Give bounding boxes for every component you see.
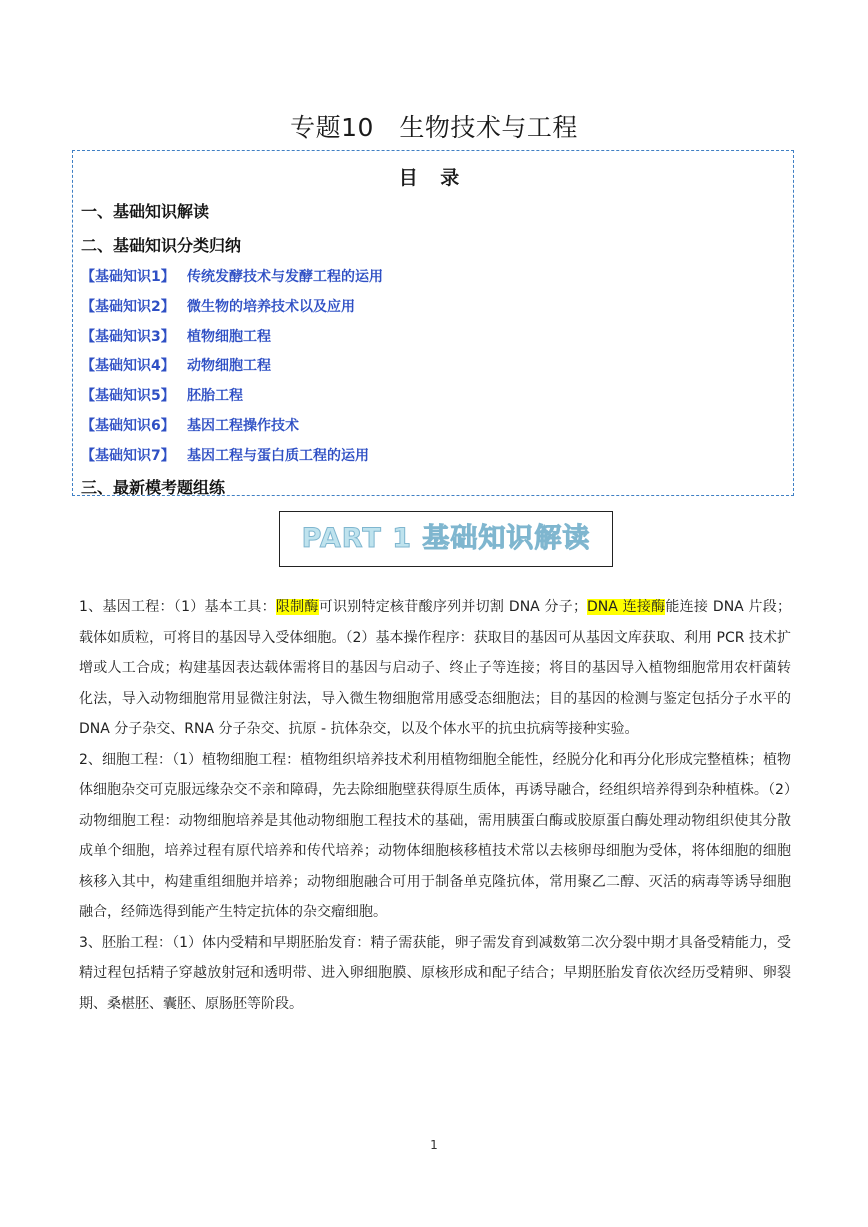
highlight-restriction-enzyme: 限制酶 bbox=[275, 599, 319, 615]
part-banner: PART 1 基础知识解读 bbox=[279, 511, 613, 567]
toc-section-2[interactable]: 二、基础知识分类归纳 bbox=[81, 236, 242, 255]
toc-item-2[interactable] bbox=[81, 296, 355, 316]
toc-item-tag: 【基础知识3】 bbox=[81, 329, 175, 345]
toc-item-text: 动物细胞工程 bbox=[187, 358, 271, 374]
table-of-contents bbox=[72, 150, 794, 496]
paragraph-embryo-engineering: 3、胚胎工程：（1）体内受精和早期胚胎发育：精子需获能，卵子需发育到减数第二次分裂中期才具备受精能力，受精过程包括精子穿越放射冠和透明带、进入卵细胞膜、原核形成和配子结合；早期胚胎发育依次经历受精卵、卵裂期、桑椹胚、囊胚、原肠胚等阶段。 bbox=[79, 934, 791, 1012]
toc-item-tag: 【基础知识7】 bbox=[81, 448, 175, 464]
toc-item-5[interactable] bbox=[81, 385, 243, 405]
page-number: 1 bbox=[430, 1138, 438, 1152]
toc-item-text: 微生物的培养技术以及应用 bbox=[187, 299, 355, 315]
toc-item-text: 基因工程操作技术 bbox=[187, 418, 299, 434]
toc-section-3[interactable]: 三、最新模考题组练 bbox=[81, 478, 226, 497]
text-run: 可识别特定核苷酸序列并切割 DNA 分子； bbox=[318, 599, 588, 615]
toc-item-tag: 【基础知识2】 bbox=[81, 299, 175, 315]
toc-item-text: 胚胎工程 bbox=[187, 388, 243, 404]
toc-item-text: 基因工程与蛋白质工程的运用 bbox=[187, 448, 369, 464]
text-run: 能连接 DNA 片段；载体如质粒，可将目的基因导入受体细胞。（2）基本操作程序：获取目的基因可从基因文库获取、利用 PCR 技术扩增或人工合成；构建基因表达载体需将目的基因与启动子、终止子等连接；将目的基因导入植物细胞常用农杆菌转化法，导入动物细胞常用显微注射法，导入微生物细胞常用感受态细胞法；目的基因的检测与鉴定包括分子水平的 DNA 分子杂交、RNA 分子杂交、抗原 - 抗体杂交，以及个体水平的抗虫抗病等接种实验。 bbox=[79, 599, 792, 737]
toc-item-text: 植物细胞工程 bbox=[187, 329, 271, 345]
toc-item-3[interactable] bbox=[81, 326, 271, 346]
toc-item-text: 传统发酵技术与发酵工程的运用 bbox=[187, 269, 383, 285]
toc-heading: 目 录 bbox=[398, 167, 468, 189]
highlight-dna-ligase: DNA 连接酶 bbox=[587, 599, 666, 615]
text-run: 1、基因工程：（1）基本工具： bbox=[79, 599, 276, 615]
toc-item-tag: 【基础知识4】 bbox=[81, 358, 175, 374]
toc-item-7[interactable] bbox=[81, 445, 369, 465]
paragraph-cell-engineering: 2、细胞工程：（1）植物细胞工程：植物组织培养技术利用植物细胞全能性，经脱分化和再分化形成完整植株；植物体细胞杂交可克服远缘杂交不亲和障碍，先去除细胞壁获得原生质体，再诱导融合，经组织培养得到杂种植株。（2）动物细胞工程：动物细胞培养是其他动物细胞工程技术的基础，需用胰蛋白酶或胶原蛋白酶处理动物组织使其分散成单个细胞，培养过程有原代培养和传代培养；动物体细胞核移植技术常以去核卵母细胞为受体，将体细胞的细胞核移入其中，构建重组细胞并培养；动物细胞融合可用于制备单克隆抗体，常用聚乙二醇、灭活的病毒等诱导细胞融合，经筛选得到能产生特定抗体的杂交瘤细胞。 bbox=[79, 751, 791, 920]
toc-item-tag: 【基础知识6】 bbox=[81, 418, 175, 434]
toc-section-1[interactable]: 一、基础知识解读 bbox=[81, 202, 210, 221]
toc-item-4[interactable] bbox=[81, 355, 271, 375]
toc-item-tag: 【基础知识5】 bbox=[81, 388, 175, 404]
toc-item-1[interactable] bbox=[81, 266, 383, 286]
page-title: 专题10 生物技术与工程 bbox=[290, 113, 578, 142]
paragraph-gene-engineering bbox=[79, 592, 791, 745]
body-text bbox=[79, 592, 791, 1019]
toc-item-6[interactable] bbox=[81, 415, 299, 435]
toc-item-tag: 【基础知识1】 bbox=[81, 269, 175, 285]
